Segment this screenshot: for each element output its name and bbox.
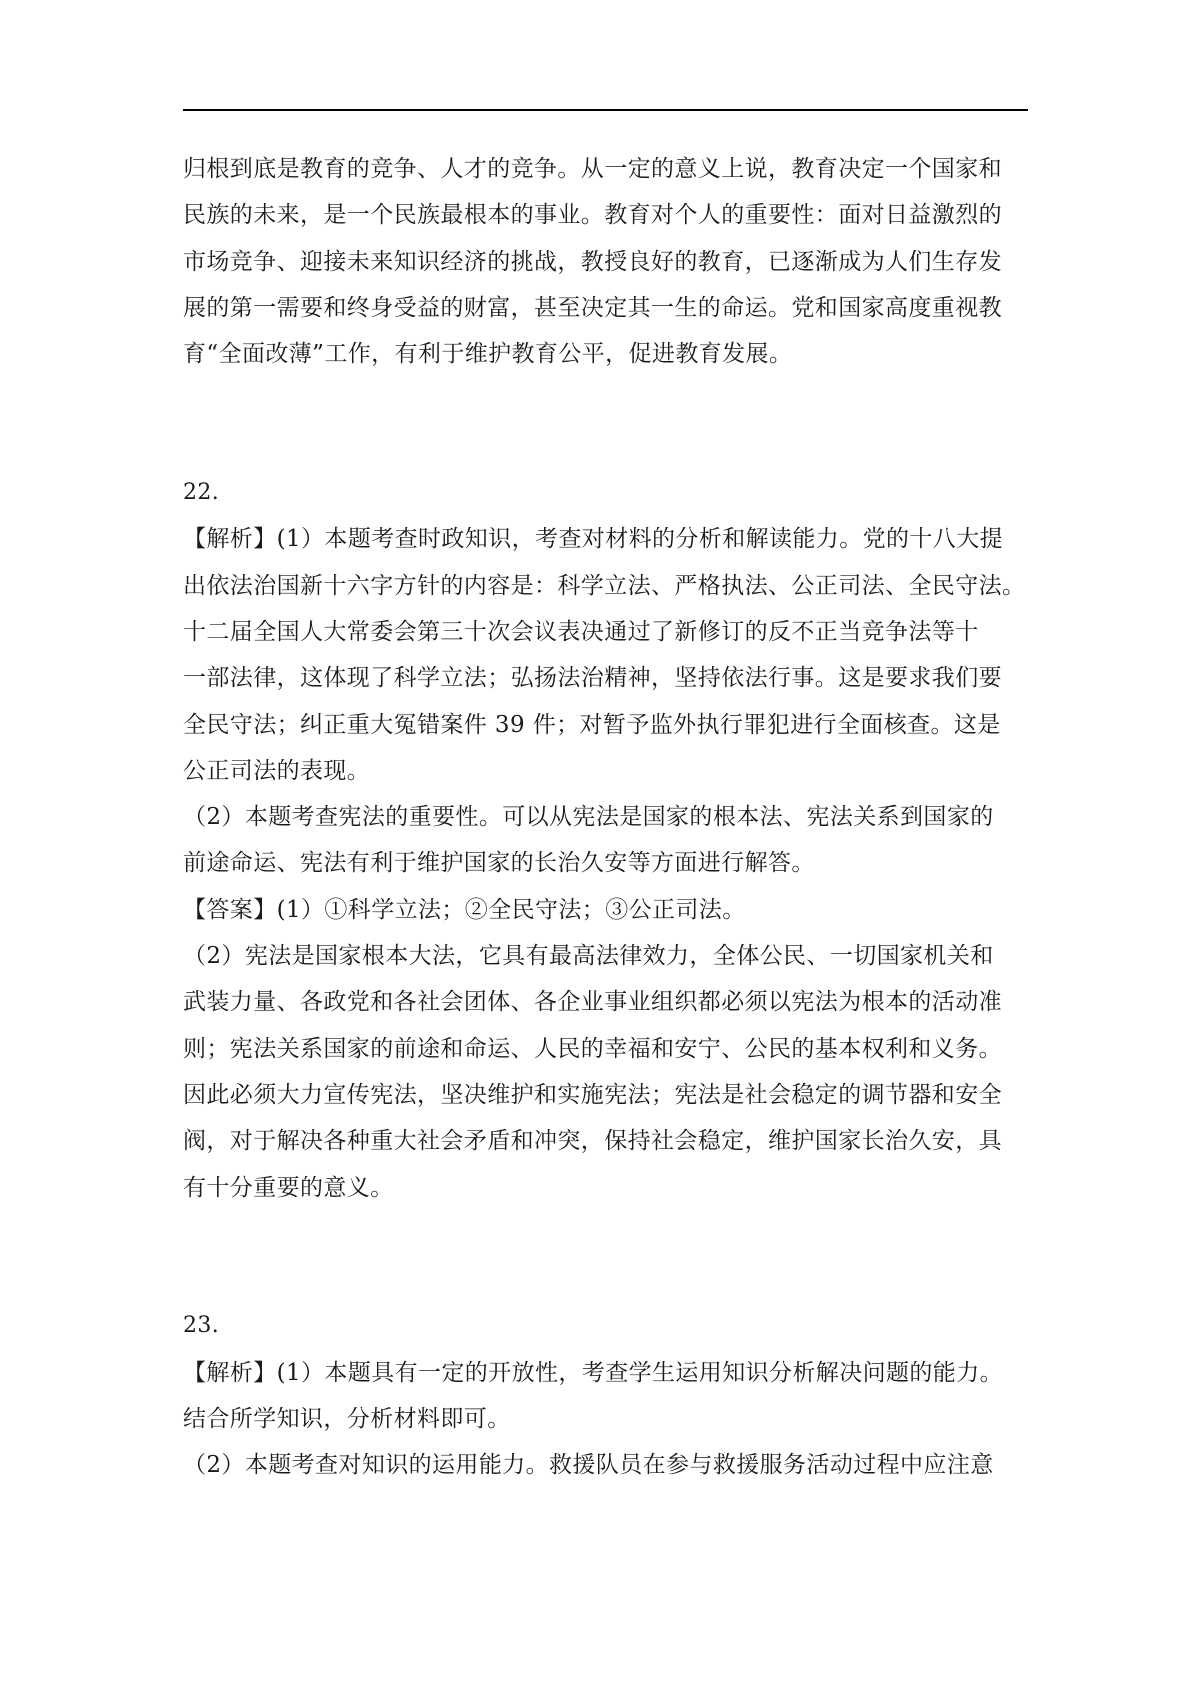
text-line: 民族的未来，是一个民族最根本的事业。教育对个人的重要性：面对日益激烈的 (183, 202, 1002, 229)
text-line: 武装力量、各政党和各社会团体、各企业事业组织都必须以宪法为根本的活动准 (183, 989, 1002, 1016)
text-line: 市场竞争、迎接未来知识经济的挑战，教授良好的教育，已逐渐成为人们生存发 (183, 248, 1002, 275)
text-line: 十二届全国人大常委会第三十次会议表决通过了新修订的反不正当竞争法等十 (183, 618, 979, 645)
page-content (183, 146, 1028, 1489)
question-23 (183, 1303, 1028, 1488)
text-line: 育“全面改薄”工作，有利于维护教育公平，促进教育发展。 (183, 341, 793, 368)
text-line: 一部法律，这体现了科学立法；弘扬法治精神，坚持依法行事。这是要求我们要 (183, 665, 1002, 692)
text-line: 归根到底是教育的竞争、人才的竞争。从一定的意义上说，教育决定一个国家和 (183, 156, 1002, 182)
text-line: 有十分重要的意义。 (183, 1174, 394, 1201)
text-line: 【解析】(1）本题考查时政知识，考查对材料的分析和解读能力。党的十八大提 (183, 526, 1004, 553)
text-line: 出依法治国新十六字方针的内容是：科学立法、严格执法、公正司法、全民守法。 (183, 572, 1026, 599)
text-line: 因此必须大力宣传宪法，坚决维护和实施宪法；宪法是社会稳定的调节器和安全 (183, 1081, 1002, 1108)
text-line: 前途命运、宪法有利于维护国家的长治久安等方面进行解答。 (183, 850, 815, 877)
text-line: 展的第一需要和终身受益的财富，甚至决定其一生的命运。党和国家高度重视教 (183, 294, 1002, 321)
spacer (183, 377, 1028, 470)
text-line: （2）宪法是国家根本大法，它具有最高法律效力，全体公民、一切国家机关和 (183, 943, 994, 970)
text-line: 【解析】(1）本题具有一定的开放性，考查学生运用知识分析解决问题的能力。 (183, 1359, 1004, 1386)
text-line: （2）本题考查对知识的运用能力。救援队员在参与救援服务活动过程中应注意 (183, 1452, 994, 1479)
text-line: 【答案】(1）①科学立法；②全民守法；③公正司法。 (183, 896, 746, 923)
text-line: （2）本题考查宪法的重要性。可以从宪法是国家的根本法、宪法关系到国家的 (183, 804, 994, 831)
text-line: 阀，对于解决各种重大社会矛盾和冲突，保持社会稳定，维护国家长治久安，具 (183, 1128, 1002, 1155)
continuation-paragraph (183, 146, 1028, 377)
text-line: 公正司法的表现。 (183, 757, 371, 784)
text-line: 则；宪法关系国家的前途和命运、人民的幸福和安宁、公民的基本权利和义务。 (183, 1035, 1002, 1062)
question-number: 23. (183, 1313, 220, 1339)
question-number: 22. (183, 480, 220, 506)
text-line: 全民守法；纠正重大冤错案件 39 件；对暂予监外执行罪犯进行全面核查。这是 (183, 711, 1001, 738)
spacer (183, 1211, 1028, 1304)
header-rule (183, 109, 1028, 111)
text-line: 结合所学知识，分析材料即可。 (183, 1406, 511, 1433)
question-22 (183, 470, 1028, 1211)
